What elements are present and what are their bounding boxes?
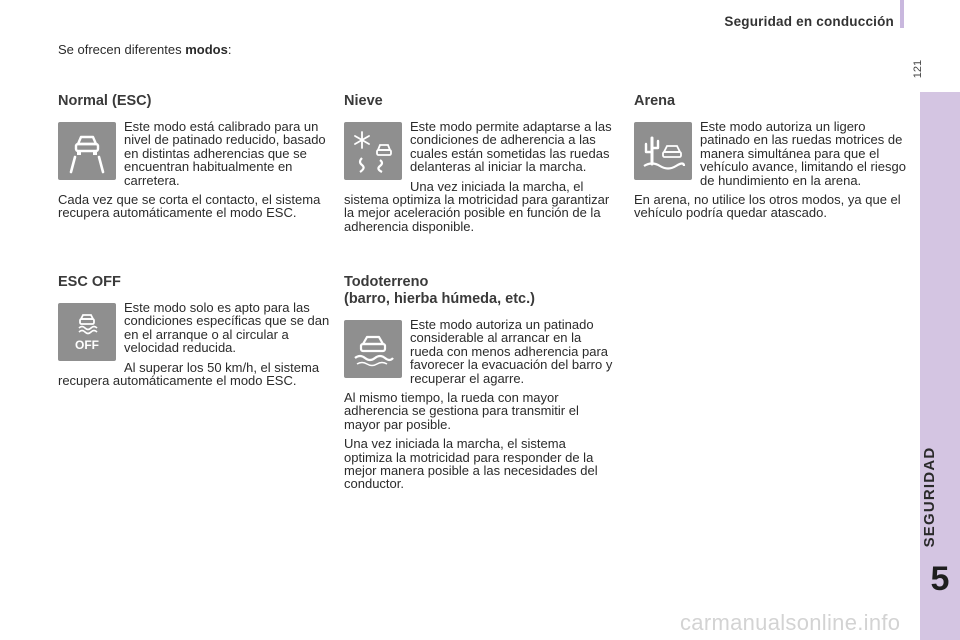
header-divider: [900, 0, 904, 28]
intro-text: Se ofrecen diferentes modos:: [58, 42, 232, 57]
section-paragraph: Este modo autoriza un patinado considerable al arrancar en la rueda con menos adherencia para favorecer la evacuación del barro y recuperar el agarre.: [410, 317, 613, 386]
section-paragraph: Cada vez que se corta el contacto, el sistema recupera automáticamente el modo ESC.: [58, 192, 321, 221]
mud-car-icon: [344, 320, 402, 378]
car-lane-icon: [58, 122, 116, 180]
section-paragraph: Una vez iniciada la marcha, el sistema optimiza la motricidad para responder de la mejor manera posible a las necesidades del conductor.: [344, 436, 598, 492]
section-paragraph: En arena, no utilice los otros modos, ya que el vehículo podría quedar atascado.: [634, 192, 901, 221]
section-paragraph: Al mismo tiempo, la rueda con mayor adherencia se gestiona para transmitir el mayor par posible.: [344, 390, 579, 432]
section-paragraph: Este modo permite adaptarse a las condiciones de adherencia a las cuales están sometidas las ruedas delanteras al iniciar la marcha.: [410, 119, 612, 175]
section-title: Todoterreno (barro, hierba húmeda, etc.): [344, 274, 535, 307]
sand-cactus-icon: [634, 122, 692, 180]
section-esc-off: [58, 274, 330, 393]
section-paragraph: Una vez iniciada la marcha, el sistema optimiza la motricidad para garantizar la mejor aceleración posible en función de la adherencia disponible.: [344, 178, 610, 234]
off-icon-label: OFF: [75, 338, 99, 352]
section-title: Nieve: [344, 93, 383, 109]
section-title: ESC OFF: [58, 274, 121, 290]
chapter-label: SEGURIDAD: [921, 446, 938, 548]
section-nieve: [344, 93, 616, 239]
section-paragraph: Este modo solo es apto para las condiciones específicas que se dan en el arranque o al circular a velocidad reducida.: [124, 300, 330, 356]
section-title: Arena: [634, 93, 676, 109]
chapter-number: 5: [930, 560, 950, 598]
section-paragraph: Este modo está calibrado para un nivel de patinado reducido, basado en distintas adherencias que se encuentran habitualmente en carretera.: [124, 119, 326, 188]
watermark: carmanualsonline.info: [680, 610, 901, 635]
section-arena: [634, 93, 906, 226]
section-paragraph: Este modo autoriza un ligero patinado en las ruedas motrices de manera simultánea para que el vehículo avance, limitando el riesgo de hundimiento en la arena.: [700, 119, 906, 188]
page-header-title: Seguridad en conducción: [724, 14, 894, 29]
section-todoterreno: [344, 274, 616, 497]
esc-off-icon: [58, 303, 116, 361]
snow-road-icon: [344, 122, 402, 180]
section-paragraph: Al superar los 50 km/h, el sistema recupera automáticamente el modo ESC.: [58, 359, 320, 389]
page-number: 121: [912, 59, 924, 79]
section-title: Normal (ESC): [58, 93, 152, 109]
section-normal-esc: [58, 93, 330, 226]
